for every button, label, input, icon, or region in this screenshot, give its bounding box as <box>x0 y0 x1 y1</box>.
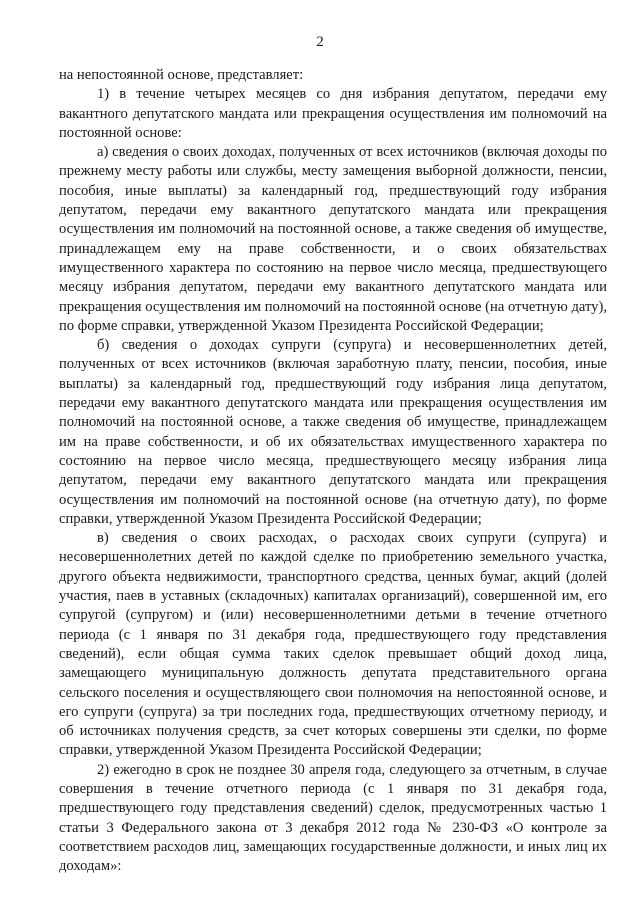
paragraph-item-1: 1) в течение четырех месяцев со дня избрания депутатом, передачи ему вакантного депутатского мандата или прекращения осуществления им полномочий на постоянной основе: <box>59 86 607 141</box>
paragraph-item-1a: а) сведения о своих доходах, полученных от всех источников (включая доходы по прежнему месту работы или службы, месту замещения выборной должности, пенсии, пособия, иные выплаты) за календарный год, предшествующий году избрания депутатом, передачи ему вакантного депутатского мандата или прекращения осуществления им полномочий на постоянной основе, а также сведения об имуществе, принадлежащем ему на праве собственности, и о своих обязательствах имущественного характера по состоянию на первое число месяца, предшествующего месяцу избрания депутатом, передачи ему вакантного депутатского мандата или прекращения осуществления им полномочий на постоянной основе (на отчетную дату), по форме справки, утвержденной Указом Президента Российской Федерации; <box>59 144 607 334</box>
page-number: 2 <box>316 34 324 50</box>
paragraph-intro: на непостоянной основе, представляет: <box>59 67 304 83</box>
document-body <box>59 66 607 876</box>
paragraph-item-1c: в) сведения о своих расходах, о расходах своих супруги (супруга) и несовершеннолетних детей по каждой сделке по приобретению земельного участка, другого объекта недвижимости, транспортного средства, ценных бумаг, акций (долей участия, паев в уставных (складочных) капиталах организаций), совершенной им, его супругой (супругом) и (или) несовершеннолетними детьми в течение отчетного периода (с 1 января по 31 декабря года, предшествующего году представления сведений), если общая сумма таких сделок превышает общий доход лица, замещающего муниципальную должность депутата представительного органа сельского поселения и осуществляющего свои полномочия на непостоянной основе, и его супруги (супруга) за три последних года, предшествующих отчетному периоду, и об источниках получения средств, за счет которых совершены эти сделки, по форме справки, утвержденной Указом Президента Российской Федерации; <box>59 530 607 759</box>
paragraph-item-1b: б) сведения о доходах супруги (супруга) и несовершеннолетних детей, полученных от всех источников (включая заработную плату, пенсии, пособия, иные выплаты) за календарный год, предшествующий году избрания лица депутатом, передачи ему вакантного депутатского мандата или прекращения осуществления им полномочий на постоянной основе, а также сведения об имуществе, принадлежащем им на праве собственности, и об их обязательствах имущественного характера по состоянию на первое число месяца, предшествующего месяцу избрания лица депутатом, передачи ему вакантного депутатского мандата или прекращения осуществления им полномочий на постоянной основе (на отчетную дату), по форме справки, утвержденной Указом Президента Российской Федерации; <box>59 337 607 527</box>
paragraph-item-2: 2) ежегодно в срок не позднее 30 апреля года, следующего за отчетным, в случае совершения в течение отчетного периода (с 1 января по 31 декабря года, предшествующего году представления сведений) сделок, предусмотренных частью 1 статьи 3 Федерального закона от 3 декабря 2012 года № 230-ФЗ «О контроле за соответствием расходов лиц, замещающих государственные должности, и иных лиц их доходам»: <box>59 761 607 875</box>
